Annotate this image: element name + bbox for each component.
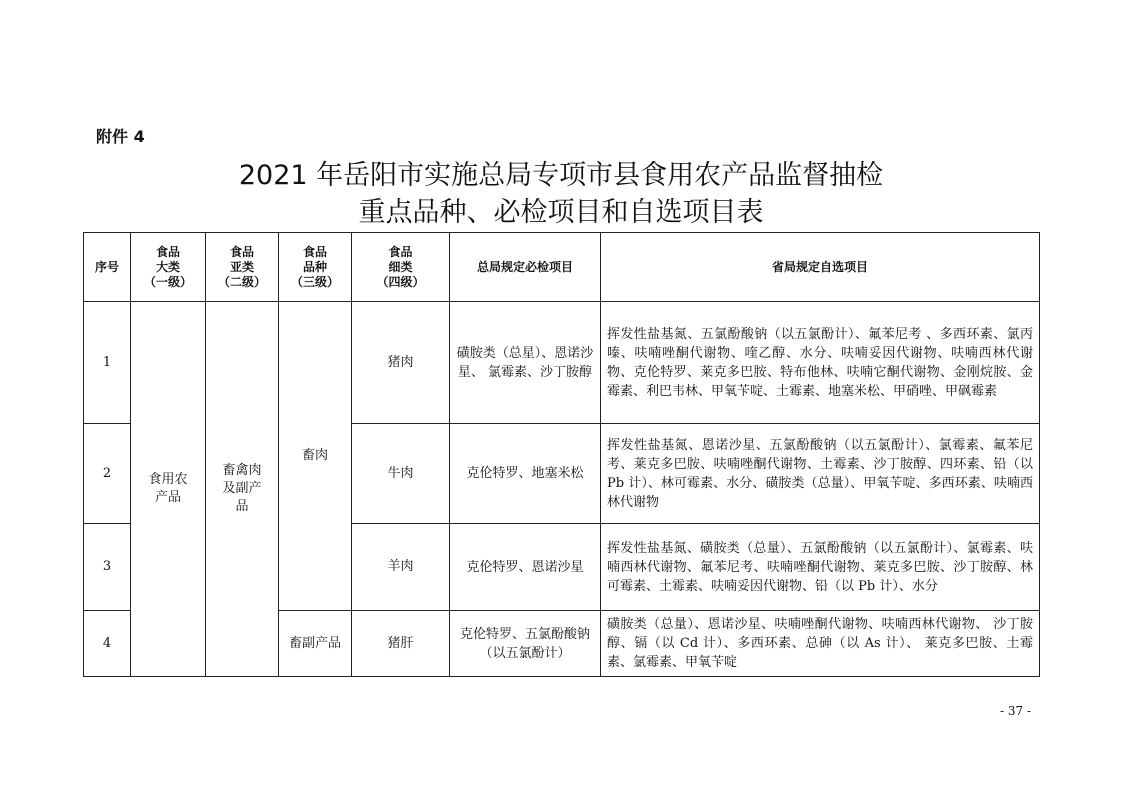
table-row <box>84 302 1040 424</box>
document-title-line-2: 重点品种、必检项目和自选项目表 <box>358 197 764 228</box>
header-level4: 食品 细类 （四级） <box>352 233 450 302</box>
category-level3-offal: 畜副产品 <box>279 611 352 677</box>
required-items: 克伦特罗、地塞米松 <box>450 424 601 524</box>
category-level4: 猪肉 <box>352 302 450 424</box>
header-optional-items: 省局规定自选项目 <box>601 233 1040 302</box>
header-level1: 食品 大类 （一级） <box>131 233 206 302</box>
header-required-items: 总局规定必检项目 <box>450 233 601 302</box>
inspection-items-table <box>83 232 1040 677</box>
optional-items: 挥发性盐基氮、五氯酚酸钠（以五氯酚计）、氟苯尼考 、多西环素、氯丙嗪、呋喃唑酮代谢物、喹乙醇、水分、呋喃妥因代谢物、呋喃西林代谢物、克伦特罗、莱克多巴胺、特布他林、呋喃它酮代谢物、金刚烷胺、金霉素、利巴韦林、甲氧苄啶、土霉素、地塞米松、甲硝唑、甲砜霉素 <box>601 302 1040 424</box>
row-seq: 1 <box>84 302 131 424</box>
category-level1: 食用农产品 <box>131 302 206 677</box>
category-level2: 畜禽肉及副产品 <box>206 302 279 677</box>
category-level4: 猪肝 <box>352 611 450 677</box>
optional-items: 挥发性盐基氮、磺胺类（总量）、五氯酚酸钠（以五氯酚计）、氯霉素、呋喃西林代谢物、氟苯尼考、呋喃唑酮代谢物、莱克多巴胺、沙丁胺醇、林可霉素、土霉素、呋喃妥因代谢物、铅（以 Pb 计）、水分 <box>601 524 1040 611</box>
required-items: 克伦特罗、五氯酚酸钠（以五氯酚计） <box>450 611 601 677</box>
row-seq: 2 <box>84 424 131 524</box>
header-level3: 食品 品种 （三级） <box>279 233 352 302</box>
row-seq: 3 <box>84 524 131 611</box>
document-title-line-1: 2021 年岳阳市实施总局专项市县食用农产品监督抽检 <box>238 160 884 191</box>
category-level4: 牛肉 <box>352 424 450 524</box>
optional-items: 磺胺类（总量）、恩诺沙星、呋喃唑酮代谢物、呋喃西林代谢物、 沙丁胺醇、镉（以 Cd 计）、多西环素、总砷（以 As 计）、 莱克多巴胺、土霉素、氯霉素、甲氧苄啶 <box>601 611 1040 677</box>
table-header-row <box>84 233 1040 302</box>
header-level2: 食品 亚类 （二级） <box>206 233 279 302</box>
category-level4: 羊肉 <box>352 524 450 611</box>
header-seq: 序号 <box>84 233 131 302</box>
row-seq: 4 <box>84 611 131 677</box>
page-number: - 37 - <box>1000 704 1032 718</box>
category-level3-meat: 畜肉 <box>279 302 352 611</box>
required-items: 磺胺类（总星）、恩诺沙星、 氯霉素、沙丁胺醇 <box>450 302 601 424</box>
required-items: 克伦特罗、恩诺沙星 <box>450 524 601 611</box>
optional-items: 挥发性盐基氮、恩诺沙星、五氯酚酸钠（以五氯酚计）、氯霉素、氟苯尼考、莱克多巴胺、呋喃唑酮代谢物、土霉素、沙丁胺醇、四环素、铅（以 Pb 计）、林可霉素、水分、磺胺类（总量）、甲氧苄啶、多西环素、呋喃西林代谢物 <box>601 424 1040 524</box>
attachment-label: 附件 4 <box>96 127 145 146</box>
